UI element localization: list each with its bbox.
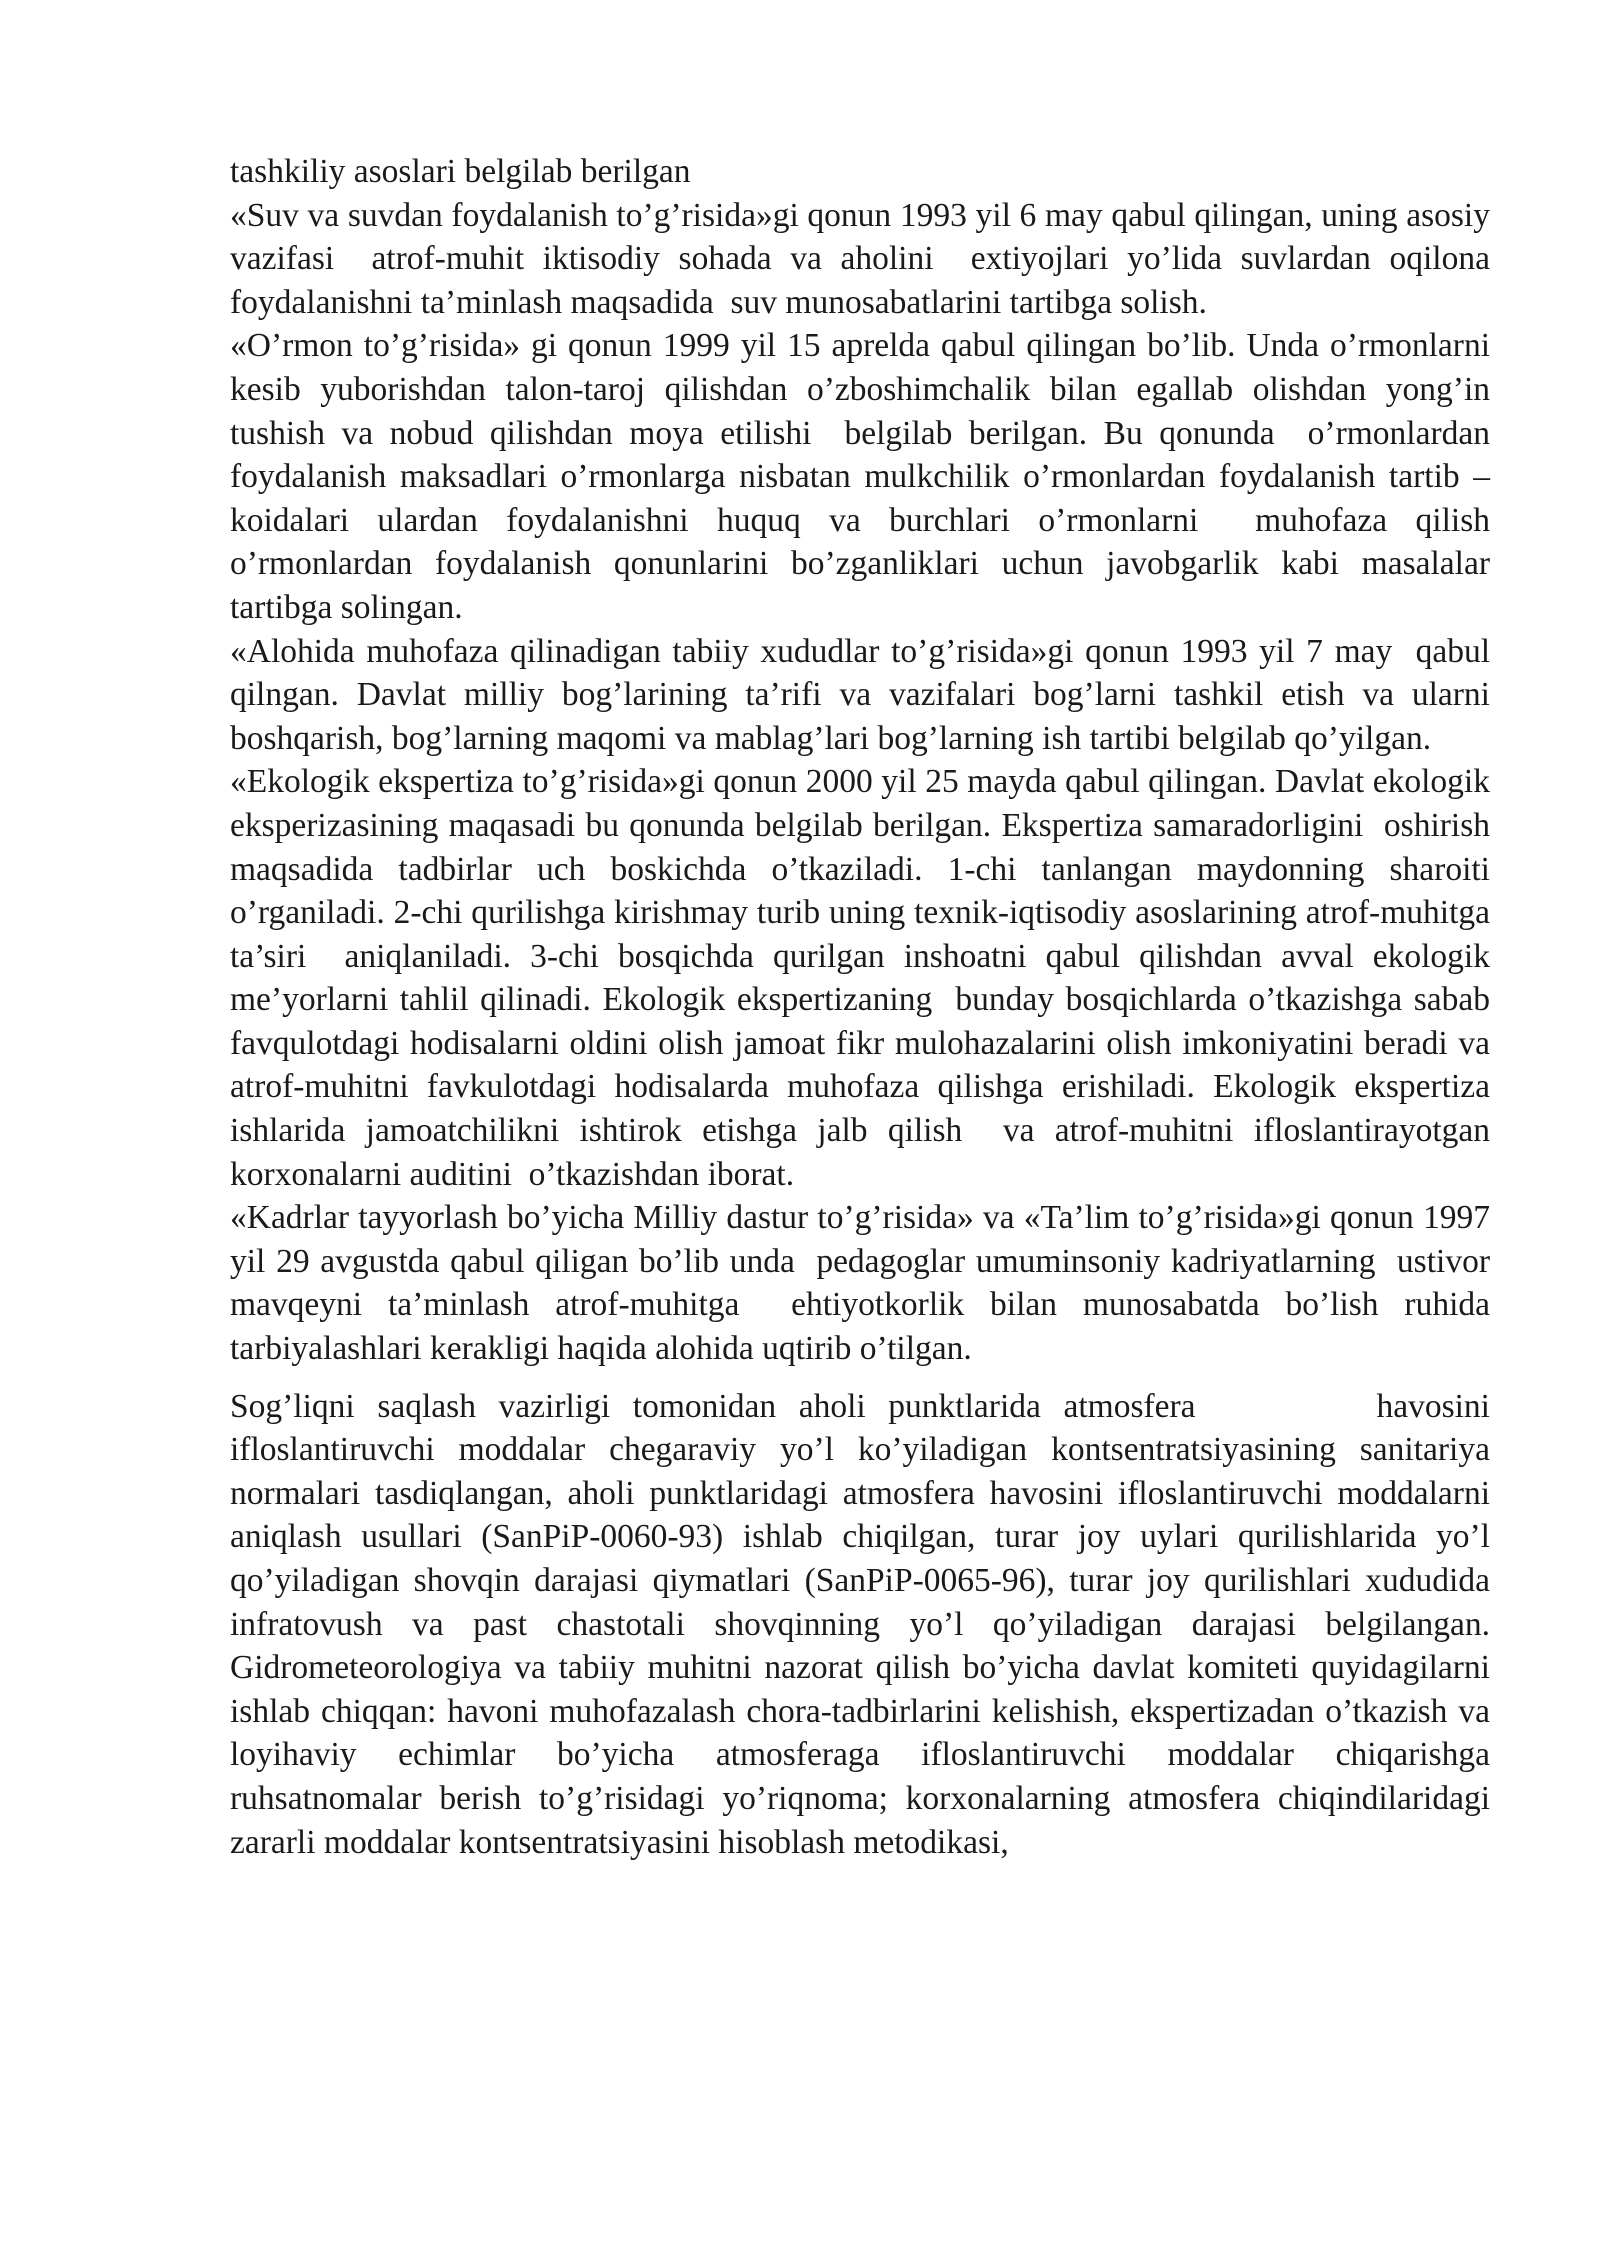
paragraph-intro: tashkiliy asoslari belgilab berilgan — [230, 153, 691, 190]
paragraph-education-law: «Kadrlar tayyorlash bo’yicha Milliy dastur to’g’risida» va «Ta’lim to’g’risida»gi qonun 1997 yil 29 avgustda qabul qiligan bo’lib unda pedagoglar umuminsoniy kadriyatlarning ustivor mavqeyni ta’minlash atrof-muhitga ehtiyotkorlik bilan munosabatda bo’lish ruhida tarbiyalashlari kerakligi haqida alohida uqtirib o’tilgan. — [230, 1199, 1499, 1368]
paragraph-health-ministry: Sog’liqni saqlash vazirligi tomonidan aholi punktlarida atmosfera havosini ifloslantiruvchi moddalar chegaraviy yo’l ko’yiladigan kontsentratsiyasining sanitariya normalari tasdiqlangan, aholi punktlaridagi atmosfera havosini ifloslantiruvchi moddalarni aniqlash usullari (SanPiP-0060-93) ishlab chiqilgan, turar joy uylari qurilishlarida yo’l qo’yiladigan shovqin darajasi qiymatlari (SanPiP-0065-96), turar joy qurilishlari xududida infratovush va past chastotali shovqinning yo’l qo’yiladigan darajasi belgilangan. Gidrometeorologiya va tabiiy muhitni nazorat qilish bo’yicha davlat komiteti quyidagilarni ishlab chiqqan: havoni muhofazalash chora-tadbirlarini kelishish, ekspertizadan o’tkazish va loyihaviy echimlar bo’yicha atmosferaga ifloslantiruvchi moddalar chiqarishga ruhsatnomalar berish to’g’risidagi yo’riqnoma; korxonalarning atmosfera chiqindilaridagi zararli moddalar kontsentratsiyasini hisoblash metodikasi, — [230, 1387, 1499, 1861]
paragraph-ecological-expertise-law: «Ekologik ekspertiza to’g’risida»gi qonun 2000 yil 25 mayda qabul qilingan. Davlat ekologik eksperizasining maqasadi bu qonunda belgilab berilgan. Ekspertiza samaradorligini oshirish maqsadida tadbirlar uch boskichda o’tkaziladi. 1-chi tanlangan maydonning sharoiti o’rganiladi. 2-chi qurilishga kirishmay turib uning texnik-iqtisodiy asoslarining atrof-muhitga ta’siri aniqlaniladi. 3-chi bosqichda qurilgan inshoatni qabul qilishdan avval ekologik me’yorlarni tahlil qilinadi. Ekologik ekspertizaning bunday bosqichlarda o’tkazishga sabab favqulotdagi hodisalarni oldini olish jamoat fikr mulohazalarini olish imkoniyatini beradi va atrof-muhitni favkulotdagi hodisalarda muhofaza qilishga erishiladi. Ekologik ekspertiza ishlarida jamoatchilikni ishtirok etishga jalb qilish va atrof-muhitni ifloslantirayotgan korxonalarni auditini o’tkazishdan iborat. — [230, 763, 1507, 1193]
paragraph-water-law: «Suv va suvdan foydalanish to’g’risida»gi qonun 1993 yil 6 may qabul qilingan, uning asosiy vazifasi atrof-muhit iktisodiy sohada va aholini extiyojlari yo’lida suvlardan oqilona foydalanishni ta’minlash maqsadida suv munosabatlarini tartibga solish. — [230, 196, 1507, 321]
document-body — [230, 150, 1507, 1864]
paragraph-forest-law: «O’rmon to’g’risida» gi qonun 1999 yil 15 aprelda qabul qilingan bo’lib. Unda o’rmonlarni kesib yuborishdan talon-taroj qilishdan o’zboshimchalik bilan egallab olishdan yong’in tushish va nobud qilishdan moya etilishi belgilab berilgan. Bu qonunda o’rmonlardan foydalanish maksadlari o’rmonlarga nisbatan mulkchilik o’rmonlardan foydalanish tartib –koidalari ulardan foydalanishni huquq va burchlari o’rmonlarni muhofaza qilish o’rmonlardan foydalanish qonunlarini bo’zganliklari uchun javobgarlik kabi masalalar tartibga solingan. — [230, 327, 1499, 626]
paragraph-protected-areas-law: «Alohida muhofaza qilinadigan tabiiy xududlar to’g’risida»gi qonun 1993 yil 7 may qabul qilngan. Davlat milliy bog’larining ta’rifi va vazifalari bog’larni tashkil etish va ularni boshqarish, bog’larning maqomi va mablag’lari bog’larning ish tartibi belgilab qo’yilgan. — [230, 632, 1499, 757]
